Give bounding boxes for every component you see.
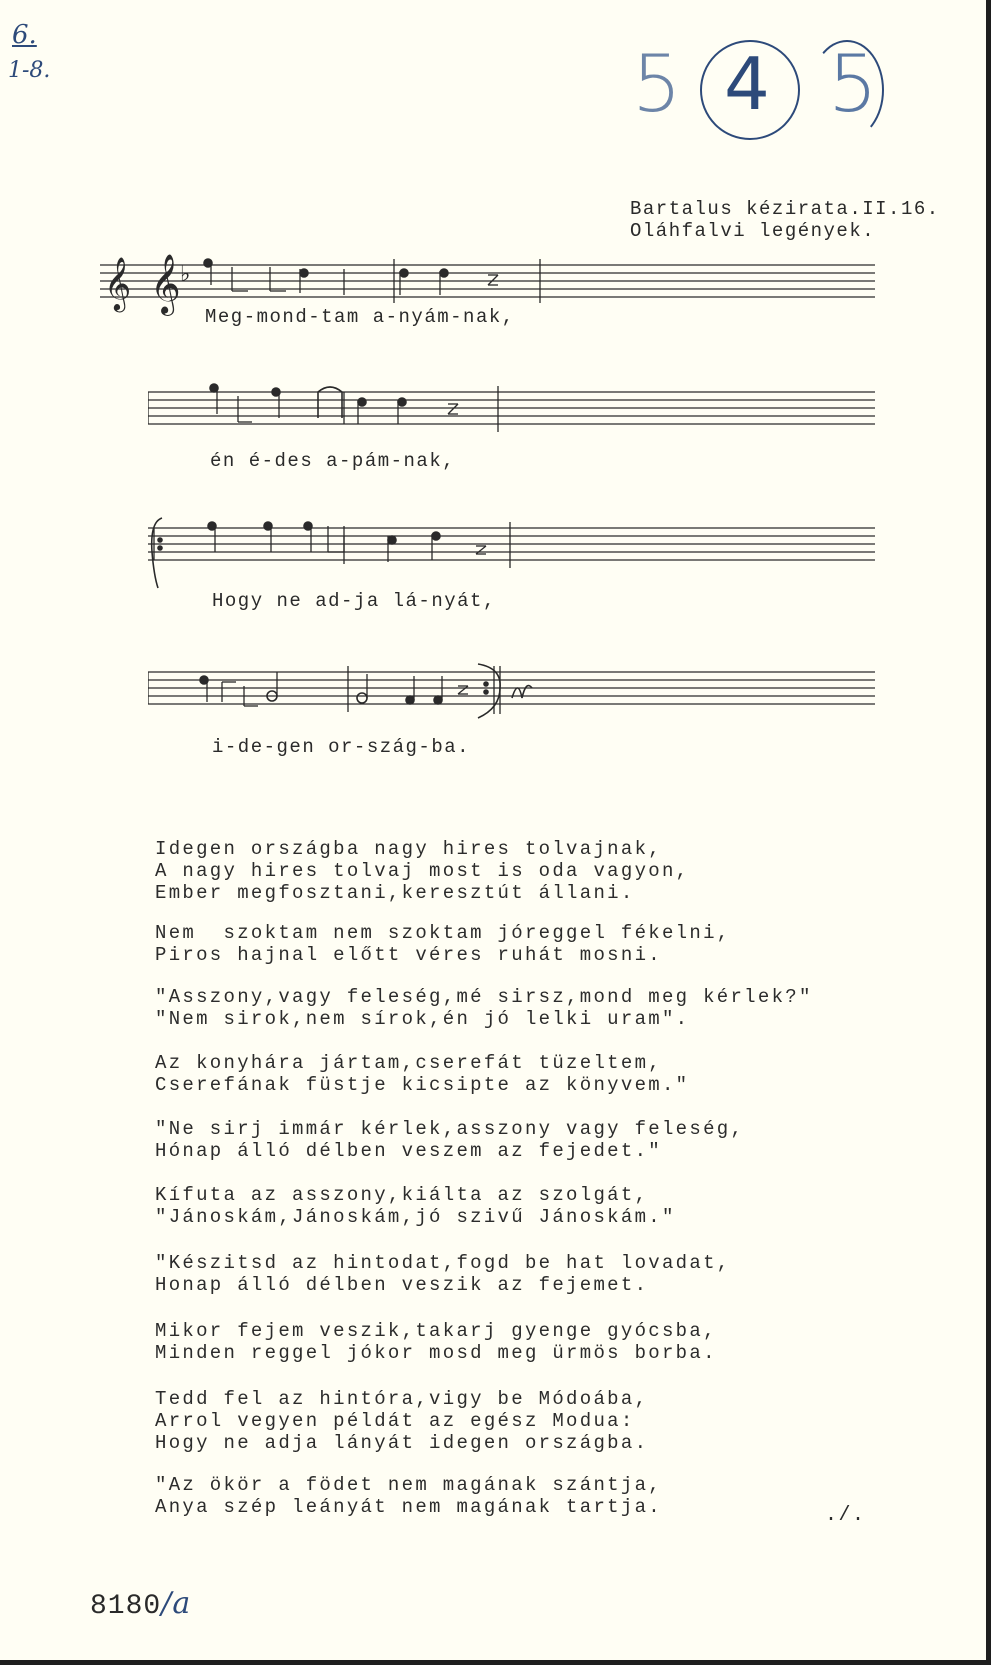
stanza-line: Kífuta az asszony,kiálta az szolgát, (155, 1184, 649, 1206)
music-staff-3 (148, 512, 880, 592)
stanza-6 (155, 1184, 676, 1228)
stanza-line: "Ne sirj immár kérlek,asszony vagy feleség, (155, 1118, 745, 1140)
stanza-line: Cserefának füstje kicsipte az könyvem." (155, 1074, 690, 1096)
stanza-line: A nagy hires tolvaj most is oda vagyon, (155, 860, 690, 882)
stanza-line: Piros hajnal előtt véres ruhát mosni. (155, 944, 662, 966)
source-reference: Bartalus kézirata.II.16. (630, 198, 940, 220)
music-staff-4 (148, 658, 880, 728)
corner-mark-bottom: 1-8. (8, 58, 51, 83)
stanza-line: Az konyhára jártam,cserefát tüzeltem, (155, 1052, 662, 1074)
catalog-number (90, 1586, 191, 1622)
stanza-line: Anya szép leányát nem magának tartja. (155, 1496, 662, 1518)
stanza-line: Nem szoktam nem szoktam jóreggel fékelni, (155, 922, 731, 944)
stanza-line: "Jánoskám,Jánoskám,jó szivű Jánoskám." (155, 1206, 676, 1228)
corner-mark-top: 6. (12, 20, 37, 50)
stanza-line: "Nem sirok,nem sírok,én jó lelki uram". (155, 1008, 690, 1030)
stanza-line: "Az ökör a födet nem magának szántja, (155, 1474, 662, 1496)
pencil-number-c: 5 (828, 40, 878, 130)
lyric-line-4: i-de-gen or-szág-ba. (212, 736, 471, 758)
lyric-line-2: én é-des a-pám-nak, (210, 450, 456, 472)
stanza-line: Hónap álló délben veszem az fejedet." (155, 1140, 662, 1162)
stanza-line: "Készitsd az hintodat,fogd be hat lovadat, (155, 1252, 731, 1274)
stanza-3 (155, 986, 813, 1030)
stanza-line: Mikor fejem veszik,takarj gyenge gyócsba, (155, 1320, 717, 1342)
stanza-line: Idegen országba nagy hires tolvajnak, (155, 838, 662, 860)
circled-number-b-text: 4 (724, 42, 770, 126)
catalog-number-suffix: /a (161, 1586, 192, 1621)
svg-text:♭: ♭ (180, 262, 191, 287)
stanza-1 (155, 838, 689, 904)
stanza-2 (155, 922, 730, 966)
stanza-4 (155, 1052, 689, 1096)
stanza-line: Tedd fel az hintóra,vigy be Módoába, (155, 1388, 649, 1410)
stanza-line: Arrol vegyen példát az egész Modua: (155, 1410, 635, 1432)
stanza-8 (155, 1320, 717, 1364)
lyric-line-1: Meg-mond-tam a-nyám-nak, (205, 306, 515, 328)
svg-text:𝄞: 𝄞 (150, 254, 181, 314)
stanza-line: Hogy ne adja lányát idegen országba. (155, 1432, 649, 1454)
stanza-9 (155, 1388, 648, 1454)
stanza-line: Honap álló délben veszik az fejemet. (155, 1274, 649, 1296)
catalog-number-digits: 8180 (90, 1591, 162, 1622)
svg-text:𝄞: 𝄞 (104, 256, 132, 310)
song-title: Oláhfalvi legények. (630, 220, 876, 242)
lyric-line-3: Hogy ne ad-ja lá-nyát, (212, 590, 496, 612)
end-mark: ./. (825, 1504, 866, 1527)
stanza-5 (155, 1118, 744, 1162)
pencil-number-a: 5 (632, 40, 682, 130)
music-staff-2 (148, 378, 880, 438)
stanza-7 (155, 1252, 730, 1296)
stanza-line: "Asszony,vagy feleség,mé sirsz,mond meg kérlek?" (155, 986, 813, 1008)
stanza-line: Ember megfosztani,keresztút állani. (155, 882, 635, 904)
stanza-line: Minden reggel jókor mosd meg ürmös borba. (155, 1342, 717, 1364)
stanza-10 (155, 1474, 662, 1518)
